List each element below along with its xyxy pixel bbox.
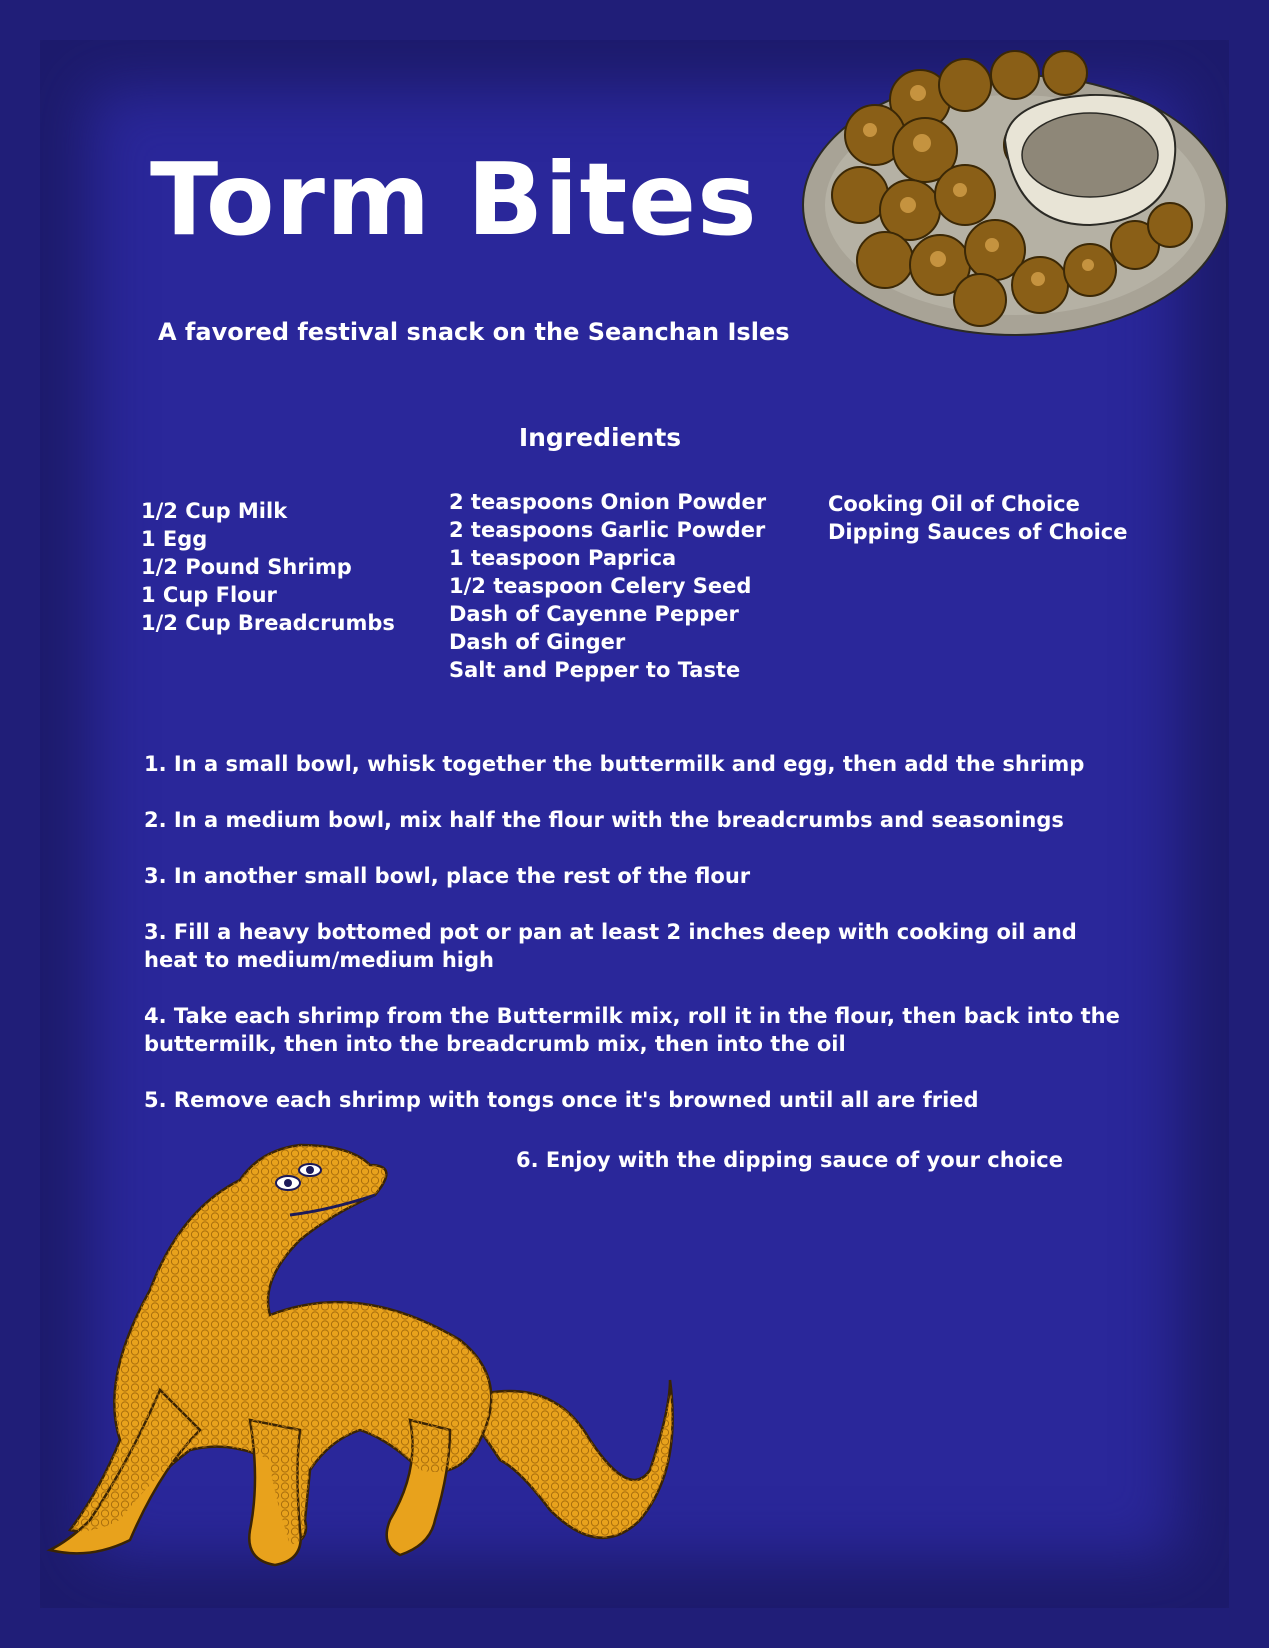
ingredient-item: Dash of Ginger — [449, 630, 626, 654]
step-item: 4. Take each shrimp from the Buttermilk mix, roll it in the flour, then back into the buttermilk, then into the breadcrumb mix, then into the oil — [144, 1004, 1120, 1056]
ingredient-item: 1/2 Pound Shrimp — [141, 555, 352, 579]
torm-creature-illustration — [30, 1140, 690, 1580]
step-item: 1. In a small bowl, whisk together the buttermilk and egg, then add the shrimp — [144, 752, 1085, 776]
ingredient-item: 2 teaspoons Garlic Powder — [449, 518, 766, 542]
plate-illustration — [800, 45, 1240, 360]
ingredients-heading: Ingredients — [518, 423, 682, 452]
instruction-steps — [144, 750, 1134, 1142]
ingredient-item: 2 teaspoons Onion Powder — [449, 490, 767, 514]
step-item: 5. Remove each shrimp with tongs once it's browned until all are fried — [144, 1088, 979, 1112]
ingredient-item: Dash of Cayenne Pepper — [449, 602, 739, 626]
final-step: 6. Enjoy with the dipping sauce of your choice — [516, 1148, 1063, 1172]
ingredient-item: 1/2 Cup Breadcrumbs — [141, 611, 395, 635]
ingredient-item: Dipping Sauces of Choice — [828, 520, 1128, 544]
ingredient-item: 1 teaspoon Paprica — [449, 546, 677, 570]
step-item: 2. In a medium bowl, mix half the flour with the breadcrumbs and seasonings — [144, 808, 1064, 832]
ingredients-column-2 — [449, 488, 766, 684]
ingredient-item: Salt and Pepper to Taste — [449, 658, 741, 682]
page-title: Torm Bites — [150, 141, 758, 258]
ingredients-column-1 — [141, 497, 395, 637]
ingredient-item: Cooking Oil of Choice — [828, 492, 1080, 516]
step-item: 3. Fill a heavy bottomed pot or pan at least 2 inches deep with cooking oil and heat to medium/medium high — [144, 920, 1077, 972]
page-subtitle: A favored festival snack on the Seanchan Isles — [158, 318, 790, 346]
ingredients-column-3 — [828, 490, 1128, 546]
ingredient-item: 1/2 teaspoon Celery Seed — [449, 574, 752, 598]
step-item: 3. In another small bowl, place the rest of the flour — [144, 864, 751, 888]
ingredient-item: 1/2 Cup Milk — [141, 499, 288, 523]
ingredient-item: 1 Cup Flour — [141, 583, 277, 607]
ingredient-item: 1 Egg — [141, 527, 208, 551]
